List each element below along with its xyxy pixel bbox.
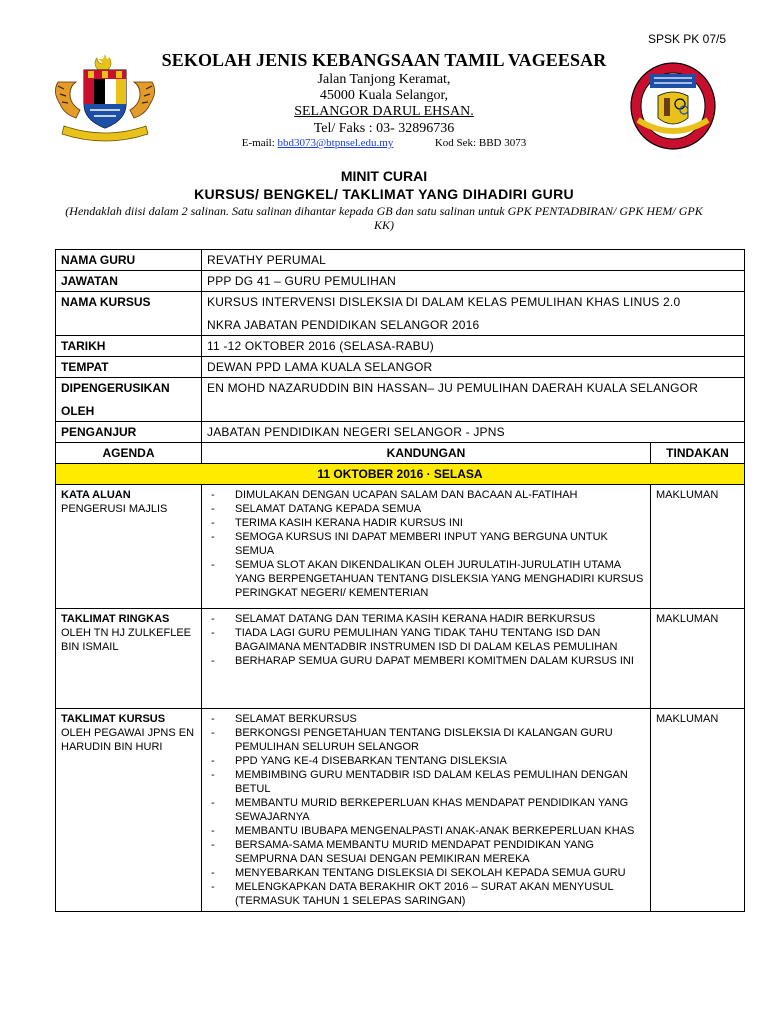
content-list bbox=[207, 712, 645, 908]
row-tarikh bbox=[56, 336, 745, 357]
row-nama-guru bbox=[56, 250, 745, 271]
malaysia-coat-of-arms-icon bbox=[50, 52, 160, 142]
row-penganjur bbox=[56, 422, 745, 443]
content-list bbox=[207, 488, 645, 600]
value-penganjur: JABATAN PENDIDIKAN NEGERI SELANGOR - JPNS bbox=[202, 422, 745, 443]
list-item: - SELAMAT DATANG DAN TERIMA KASIH KERANA HADIR BERKURSUS bbox=[207, 612, 645, 626]
label-nama-guru: NAMA GURU bbox=[56, 250, 202, 271]
content-cell bbox=[202, 485, 651, 609]
agenda-row bbox=[56, 485, 745, 609]
content-cell bbox=[202, 709, 651, 912]
address-line-3: SELANGOR DARUL EHSAN. bbox=[294, 104, 474, 119]
row-nama-kursus bbox=[56, 292, 745, 336]
agenda-title: KATA ALUAN bbox=[61, 489, 131, 501]
row-dipengerusikan bbox=[56, 378, 745, 422]
list-item: - MEMBIMBING GURU MENTADBIR ISD DALAM KELAS PEMULIHAN DENGAN BETUL bbox=[207, 768, 645, 796]
list-item: - TERIMA KASIH KERANA HADIR KURSUS INI bbox=[207, 516, 645, 530]
document-subtitle: KURSUS/ BENGKEL/ TAKLIMAT YANG DIHADIRI GURU bbox=[194, 186, 574, 202]
agenda-presenter: OLEH TN HJ ZULKEFLEE BIN ISMAIL bbox=[61, 627, 191, 653]
email-label: E-mail: bbox=[241, 137, 275, 149]
agenda-cell bbox=[56, 609, 202, 709]
label-dipengerusikan bbox=[56, 378, 202, 422]
label-dipengerusikan-line-1: DIPENGERUSIKAN bbox=[61, 381, 170, 395]
address-line-2: 45000 Kuala Selangor, bbox=[319, 88, 449, 103]
agenda-row bbox=[56, 709, 745, 912]
col-header-tindakan: TINDAKAN bbox=[651, 443, 745, 464]
col-header-agenda: AGENDA bbox=[56, 443, 202, 464]
list-item: - MENYEBARKAN TENTANG DISLEKSIA DI SEKOLAH KEPADA SEMUA GURU bbox=[207, 866, 645, 880]
telephone-fax: Tel/ Faks : 03- 32896736 bbox=[313, 121, 455, 136]
label-penganjur: PENGANJUR bbox=[56, 422, 202, 443]
course-name-line-2: NKRA JABATAN PENDIDIKAN SELANGOR 2016 bbox=[207, 318, 480, 332]
action-cell: MAKLUMAN bbox=[651, 709, 745, 912]
agenda-cell bbox=[56, 485, 202, 609]
agenda-title: TAKLIMAT KURSUS bbox=[61, 713, 166, 725]
agenda-title: TAKLIMAT RINGKAS bbox=[61, 613, 170, 625]
form-reference-code: SPSK PK 07/5 bbox=[647, 32, 726, 46]
address-line-1: Jalan Tanjong Keramat, bbox=[317, 72, 451, 87]
school-code: Kod Sek: BBD 3073 bbox=[434, 137, 527, 149]
value-dipengerusikan: EN MOHD NAZARUDDIN BIN HASSAN– JU PEMULIHAN DAERAH KUALA SELANGOR bbox=[202, 378, 745, 422]
agenda-presenter: OLEH PEGAWAI JPNS EN HARUDIN BIN HURI bbox=[61, 727, 195, 753]
list-item: - MEMBANTU IBUBAPA MENGENALPASTI ANAK-ANAK BERKEPERLUAN KHAS bbox=[207, 824, 645, 838]
action-cell: MAKLUMAN bbox=[651, 609, 745, 709]
contact-line bbox=[150, 137, 618, 149]
row-tempat bbox=[56, 357, 745, 378]
list-item: - MELENGKAPKAN DATA BERAKHIR OKT 2016 – SURAT AKAN MENYUSUL (TERMASUK TAHUN 1 SELEPAS SARINGAN) bbox=[207, 880, 645, 908]
minutes-form-table bbox=[55, 249, 745, 912]
list-item: - SELAMAT BERKURSUS bbox=[207, 712, 645, 726]
day-label: 11 OKTOBER 2016 · SELASA bbox=[56, 464, 745, 485]
email-link[interactable]: bbd3073@btpnsel.edu.my bbox=[277, 137, 394, 149]
row-jawatan bbox=[56, 271, 745, 292]
list-item: - TIADA LAGI GURU PEMULIHAN YANG TIDAK TAHU TENTANG ISD DAN BAGAIMANA MENTADBIR INSTRUMEN ISD DI DALAM KELAS PEMULIHAN bbox=[207, 626, 645, 654]
list-item: - MEMBANTU MURID BERKEPERLUAN KHAS MENDAPAT PENDIDIKAN YANG SEWAJARNYA bbox=[207, 796, 645, 824]
list-item: - BERSAMA-SAMA MEMBANTU MURID MENDAPAT PENDIDIKAN YANG SEMPURNA DAN SESUAI DENGAN PEMIKIRAN MEREKA bbox=[207, 838, 645, 866]
value-tarikh: 11 -12 OKTOBER 2016 (SELASA-RABU) bbox=[202, 336, 745, 357]
label-dipengerusikan-line-2: OLEH bbox=[61, 404, 95, 418]
school-crest-icon bbox=[628, 60, 718, 152]
label-tempat: TEMPAT bbox=[56, 357, 202, 378]
list-item: - BERKONGSI PENGETAHUAN TENTANG DISLEKSIA DI KALANGAN GURU PEMULIHAN SELURUH SELANGOR bbox=[207, 726, 645, 754]
school-name: SEKOLAH JENIS KEBANGSAAN TAMIL VAGEESAR bbox=[161, 50, 607, 70]
agenda-row bbox=[56, 609, 745, 709]
list-item: - PPD YANG KE-4 DISEBARKAN TENTANG DISLEKSIA bbox=[207, 754, 645, 768]
list-item: - DIMULAKAN DENGAN UCAPAN SALAM DAN BACAAN AL-FATIHAH bbox=[207, 488, 645, 502]
list-item: - SEMOGA KURSUS INI DAPAT MEMBERI INPUT YANG BERGUNA UNTUK SEMUA bbox=[207, 530, 645, 558]
content-cell bbox=[202, 609, 651, 709]
label-jawatan: JAWATAN bbox=[56, 271, 202, 292]
agenda-presenter: PENGERUSI MAJLIS bbox=[61, 503, 168, 515]
agenda-cell bbox=[56, 709, 202, 912]
col-header-kandungan: KANDUNGAN bbox=[202, 443, 651, 464]
list-item: - SEMUA SLOT AKAN DIKENDALIKAN OLEH JURULATIH-JURULATIH UTAMA YANG BERPENGETAHUAN TENTANG DISLEKSIA YANG MENGHADIRI KURSUS PERINGKAT NEGERI/ KEMENTERIAN bbox=[207, 558, 645, 600]
agenda-header-row bbox=[56, 443, 745, 464]
value-jawatan: PPP DG 41 – GURU PEMULIHAN bbox=[202, 271, 745, 292]
instruction-note: (Hendaklah diisi dalam 2 salinan. Satu salinan dihantar kepada GB dan satu salinan untuk GPK PENTADBIRAN/ GPK HEM/ GPK KK) bbox=[65, 204, 703, 232]
list-item: - BERHARAP SEMUA GURU DAPAT MEMBERI KOMITMEN DALAM KURSUS INI bbox=[207, 654, 645, 668]
document-title: MINIT CURAI bbox=[340, 168, 428, 184]
day-row bbox=[56, 464, 745, 485]
value-tempat: DEWAN PPD LAMA KUALA SELANGOR bbox=[202, 357, 745, 378]
value-nama-kursus bbox=[202, 292, 745, 336]
label-nama-kursus: NAMA KURSUS bbox=[56, 292, 202, 336]
label-tarikh: TARIKH bbox=[56, 336, 202, 357]
content-list bbox=[207, 612, 645, 668]
action-cell: MAKLUMAN bbox=[651, 485, 745, 609]
list-item: - SELAMAT DATANG KEPADA SEMUA bbox=[207, 502, 645, 516]
value-nama-guru: REVATHY PERUMAL bbox=[202, 250, 745, 271]
course-name-line-1: KURSUS INTERVENSI DISLEKSIA DI DALAM KELAS PEMULIHAN KHAS LINUS 2.0 bbox=[207, 295, 681, 309]
